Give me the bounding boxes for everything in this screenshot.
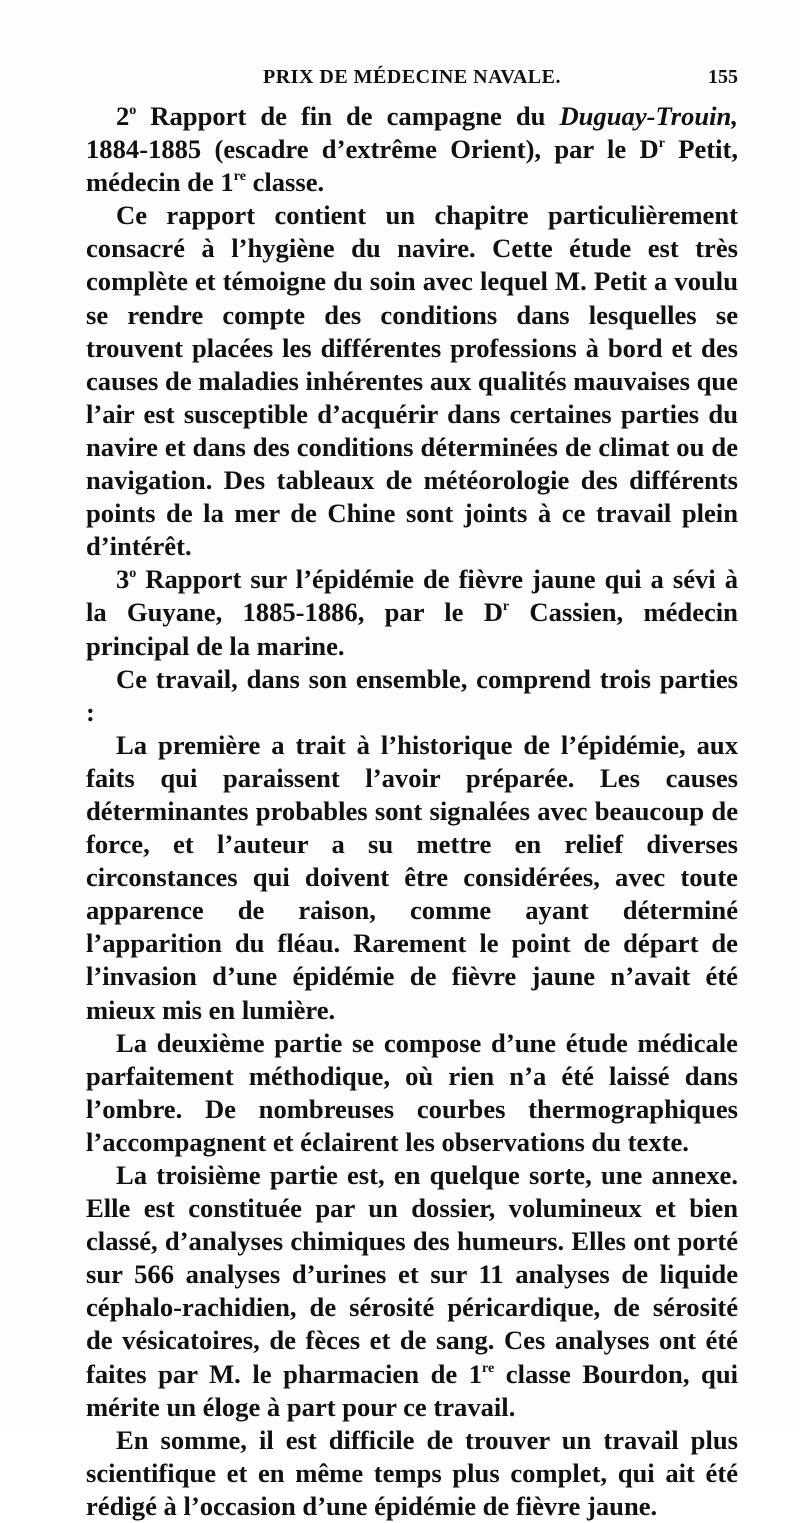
text-run: La troisième partie est, en quelque sorte, une annexe. Elle est constituée par un dossier, volumineux et bien classé, d’analyses chimiques des humeurs. Elles ont porté sur 566 analyses d’urines et sur 11 analyses de liquide céphalo-rachidien, de sérosité péricardique, de sérosité de vésicatoires, de fèces et de sang. Ces analyses ont été faites par M. le pharmacien de 1	[86, 1160, 738, 1389]
text-run: Cassien, médecin principal de la marine.	[86, 597, 738, 661]
body-text	[86, 100, 738, 1523]
superscript: r	[658, 136, 665, 152]
page-header	[86, 66, 738, 96]
text-run: 1884-1885 (escadre d’extrême Orient), par le D	[86, 134, 659, 165]
text-run: Rapport sur l’épidémie de fièvre jaune qui a sévi à la Guyane, 1885-1886, par le D	[86, 564, 738, 628]
paragraph: Ce travail, dans son ensemble, comprend trois parties :	[86, 663, 738, 727]
paragraph-report-3	[86, 563, 738, 662]
superscript: o	[129, 566, 137, 582]
text-run: Petit, médecin de 1	[86, 134, 738, 198]
superscript: o	[129, 103, 137, 118]
superscript: re	[482, 1360, 495, 1376]
page-number: 155	[708, 66, 738, 88]
paragraph: En somme, il est difficile de trouver un travail plus scientifique et en même temps plus complet, qui ait été rédigé à l’occasion d’une épidémie de fièvre jaune.	[86, 1424, 738, 1521]
paragraph: La première a trait à l’historique de l’épidémie, aux faits qui paraissent l’avoir préparée. Les causes déterminantes probables sont signalées avec beaucoup de force, et l’auteur a su mettre en relief diverses circonstances qui doivent être considérées, avec toute apparence de raison, comme ayant déterminé l’apparition du fléau. Rarement le point de départ de l’invasion d’une épidémie de fièvre jaune n’avait été mieux mis en lumière.	[86, 729, 738, 1025]
paragraph: La deuxième partie se compose d’une étude médicale parfaitement méthodique, où rien n’a été laissé dans l’ombre. De nombreuses courbes thermographiques l’accompagnent et éclairent les observations du texte.	[86, 1027, 738, 1157]
superscript: re	[233, 169, 246, 185]
text-run: classe Bourdon, qui mérite un éloge à part pour ce travail.	[86, 1358, 738, 1422]
superscript: r	[502, 599, 510, 615]
paragraph	[86, 1159, 738, 1424]
ship-name: Duguay-Trouin,	[559, 101, 738, 131]
item-number: 3	[116, 564, 130, 595]
text-run: Rapport de fin de campagne du	[136, 101, 560, 131]
item-number: 2	[116, 101, 130, 131]
running-title: PRIX DE MÉDECINE NAVALE.	[263, 66, 561, 88]
paragraph: Ce rapport contient un chapitre particulièrement consacré à l’hygiène du navire. Cette étude est très complète et témoigne du soin avec lequel M. Petit a voulu se rendre compte des conditions dans lesquelles se trouvent placées les différentes professions à bord et des causes de maladies inhérentes aux qualités mauvaises que l’air est susceptible d’acquérir dans certaines parties du navire et dans des conditions déterminées de climat ou de navigation. Des tableaux de météorologie des différents points de la mer de Chine sont joints à ce travail plein d’intérêt.	[86, 200, 738, 562]
paragraph-report-2	[86, 100, 738, 199]
text-run: classe.	[245, 167, 325, 198]
